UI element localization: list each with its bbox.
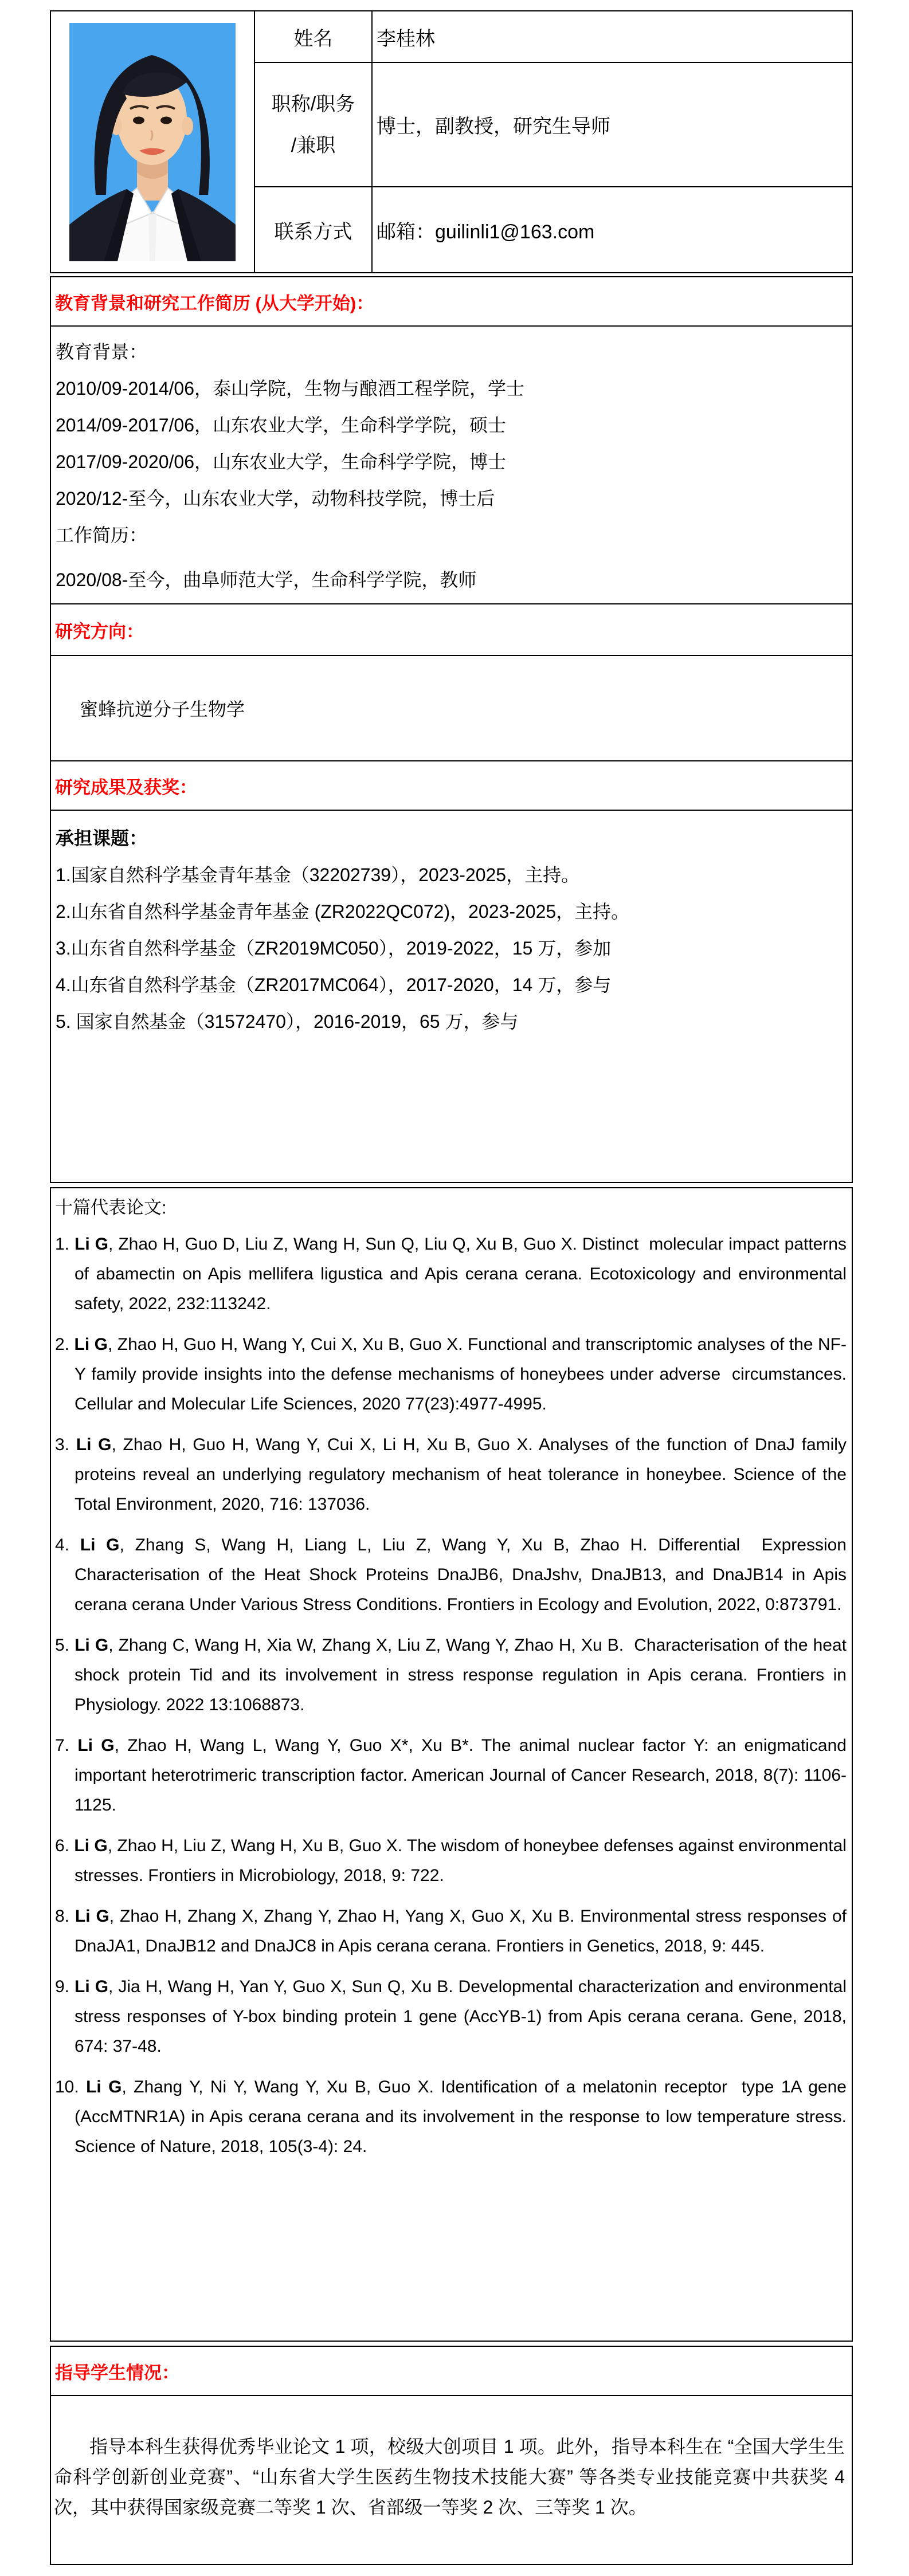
section-header-research-direction: [51, 603, 852, 655]
publication-author-bold: Li G: [75, 1235, 108, 1254]
publication-text: , Zhao H, Liu Z, Wang H, Xu B, Guo X. The wisdom of honeybee defenses against environmental stresses. Frontiers in Microbiology, 2018, 9: 722.: [75, 1836, 847, 1885]
education-content: [51, 325, 852, 603]
publication-text: , Zhao H, Guo D, Liu Z, Wang H, Sun Q, Liu Q, Xu B, Guo X. Distinct molecular impact patterns of abamectin on Apis mellifera ligustica and Apis cerana cerana. Ecotoxicology and environmental safety, 2022, 232:113242.: [75, 1235, 847, 1313]
publication-author-bold: Li G: [75, 1977, 109, 1996]
publication-text: , Zhang S, Wang H, Liang L, Liu Z, Wang Y, Xu B, Zhao H. Differential Expression Characterisation of the Heat Shock Proteins DnaJB6, DnaJshv, DnaJB13, and DnaJB14 in Apis cerana cerana Under Various Stress Conditions. Frontiers in Ecology and Evolution, 2022, 0:873791.: [75, 1536, 847, 1614]
cv-document: [50, 0, 853, 2565]
main-sections-table: [50, 276, 853, 1183]
name-label-text: 姓名: [293, 28, 333, 50]
profile-table: [50, 10, 853, 273]
publication-author-bold: Li G: [75, 1907, 109, 1926]
section-header-education: [51, 277, 852, 325]
section-header-research-direction-text: 研究方向：: [55, 621, 144, 642]
publication-author-bold: Li G: [80, 1536, 120, 1554]
publication-item: [55, 1330, 847, 1419]
publication-number: 7.: [55, 1736, 70, 1755]
section-header-education-text: 教育背景和研究工作简历 (从大学开始)：: [55, 293, 374, 313]
projects-content: [51, 810, 852, 1182]
project-item: 1.国家自然科学基金青年基金（32202739），2023-2025，主持。: [56, 865, 580, 885]
education-item: 2017/09-2020/06，山东农业大学，生命科学学院，博士: [56, 451, 507, 472]
publication-text: , Zhao H, Wang L, Wang Y, Guo X*, Xu B*. The animal nuclear factor Y: an enigmaticand important heterotrimeric transcription factor. American Journal of Cancer Research, 2018, 8(7): 1106-1125.: [75, 1736, 847, 1815]
name-label: [254, 11, 371, 62]
title-label-line2: /兼职: [291, 134, 336, 156]
publication-author-bold: Li G: [75, 1636, 109, 1655]
section-header-achievements: [51, 760, 852, 810]
education-item: 2020/12-至今，山东农业大学，动物科技学院，博士后: [56, 488, 495, 509]
project-item: 2.山东省自然科学基金青年基金 (ZR2022QC072)，2023-2025，主持。: [56, 901, 630, 922]
research-direction-text: 蜜蜂抗逆分子生物学: [80, 699, 245, 720]
contact-label-text: 联系方式: [274, 221, 352, 243]
publication-author-bold: Li G: [86, 2078, 122, 2096]
project-item: 3.山东省自然科学基金（ZR2019MC050），2019-2022，15 万，参加: [56, 938, 612, 959]
publication-item: [55, 1530, 847, 1620]
contact-label: [254, 186, 371, 272]
publication-number: 8.: [55, 1907, 70, 1926]
publication-text: , Zhao H, Zhang X, Zhang Y, Zhao H, Yang X, Guo X, Xu B. Environmental stress responses of DnaJA1, DnaJB12 and DnaJC8 in Apis cerana cerana. Frontiers in Genetics, 2018, 9: 445.: [75, 1907, 847, 1955]
contact-value: [371, 186, 852, 272]
publication-item: [55, 1831, 847, 1891]
work-item: 2020/08-至今，曲阜师范大学，生命科学学院，教师: [56, 570, 477, 590]
portrait-photo: [69, 23, 236, 261]
publication-text: , Zhang Y, Ni Y, Wang Y, Xu B, Guo X. Identification of a melatonin receptor type 1A gene (AccMTNR1A) in Apis cerana cerana and its involvement in the response to low temperature stress. Science of Nature, 2018, 105(3-4): 24.: [75, 2078, 847, 2156]
publication-author-bold: Li G: [77, 1736, 115, 1755]
education-item: 2010/09-2014/06，泰山学院，生物与酿酒工程学院，学士: [56, 378, 525, 399]
publication-number: 5.: [55, 1636, 70, 1655]
education-item: 2014/09-2017/06，山东农业大学，生命科学学院，硕士: [56, 415, 507, 435]
title-label-line1: 职称/职务: [271, 93, 355, 115]
publication-number: 3.: [55, 1435, 70, 1454]
publication-author-bold: Li G: [76, 1435, 112, 1454]
projects-subtitle: 承担课题：: [56, 828, 148, 849]
title-value: [371, 62, 852, 186]
section-header-achievements-text: 研究成果及获奖：: [55, 777, 197, 798]
research-direction-content: [51, 655, 852, 760]
publications-table: [50, 1187, 853, 2342]
section-header-students-text: 指导学生情况：: [55, 2362, 179, 2383]
work-subtitle: 工作简历：: [56, 525, 148, 545]
students-paragraph: 指导本科生获得优秀毕业论文 1 项，校级大创项目 1 项。此外，指导本科生在 “全国大学生生命科学创新创业竞赛”、“山东省大学生医药生物技术技能大赛” 等各类专业技能竞赛中共获奖 4 次，其中获得国家级竞赛二等奖 1 次、省部级一等奖 2 次、三等奖 1 次。: [54, 2436, 845, 2518]
portrait-photo-svg: [69, 23, 236, 261]
publications-title: 十篇代表论文:: [55, 1197, 167, 1218]
publication-author-bold: Li G: [74, 1335, 108, 1354]
title-value-text: 博士，副教授，研究生导师: [377, 116, 610, 138]
name-value: [371, 11, 852, 62]
publication-number: 6.: [55, 1836, 70, 1855]
publication-number: 1.: [55, 1235, 70, 1254]
publication-item: [55, 1731, 847, 1820]
publication-number: 10.: [55, 2078, 79, 2096]
title-label: [254, 62, 371, 186]
publication-number: 2.: [55, 1335, 70, 1354]
contact-email-text: 邮箱：guilinli1@163.com: [377, 221, 595, 243]
publication-number: 4.: [55, 1536, 70, 1554]
publication-text: , Zhao H, Guo H, Wang Y, Cui X, Xu B, Guo X. Functional and transcriptomic analyses of the NF-Y family provide insights into the defense mechanisms of honeybees under adverse circumstances. Cellular and Molecular Life Sciences, 2020 77(23):4977-4995.: [75, 1335, 847, 1413]
students-content: [51, 2395, 852, 2564]
publication-author-bold: Li G: [74, 1836, 108, 1855]
publications-content: [51, 1188, 852, 2162]
publication-text: , Jia H, Wang H, Yan Y, Guo X, Sun Q, Xu B. Developmental characterization and environmental stress responses of Y-box binding protein 1 gene (AccYB-1) from Apis cerana cerana. Gene, 2018, 674: 37-48.: [75, 1977, 847, 2056]
publication-item: [55, 1430, 847, 1519]
publication-item: [55, 1902, 847, 1961]
section-header-students: [51, 2347, 852, 2395]
publication-item: [55, 1972, 847, 2061]
publication-item: [55, 2072, 847, 2162]
project-item: 4.山东省自然科学基金（ZR2017MC064），2017-2020，14 万，参与: [56, 975, 612, 995]
project-item: 5. 国家自然基金（31572470），2016-2019，65 万，参与: [56, 1011, 519, 1032]
name-value-text: 李桂林: [377, 28, 435, 50]
profile-photo-cell: [51, 11, 254, 272]
publication-number: 9.: [55, 1977, 70, 1996]
publication-text: , Zhao H, Guo H, Wang Y, Cui X, Li H, Xu B, Guo X. Analyses of the function of DnaJ family proteins reveal an underlying regulatory mechanism of heat tolerance in honeybee. Science of the Total Environment, 2020, 716: 137036.: [75, 1435, 847, 1514]
students-table: [50, 2346, 853, 2565]
publication-text: , Zhang C, Wang H, Xia W, Zhang X, Liu Z, Wang Y, Zhao H, Xu B. Characterisation of the heat shock protein Tid and its involvement in stress response regulation in Apis cerana. Frontiers in Physiology. 2022 13:1068873.: [75, 1636, 847, 1714]
publication-item: [55, 1631, 847, 1720]
education-subtitle: 教育背景：: [56, 341, 148, 362]
publication-item: [55, 1230, 847, 1319]
